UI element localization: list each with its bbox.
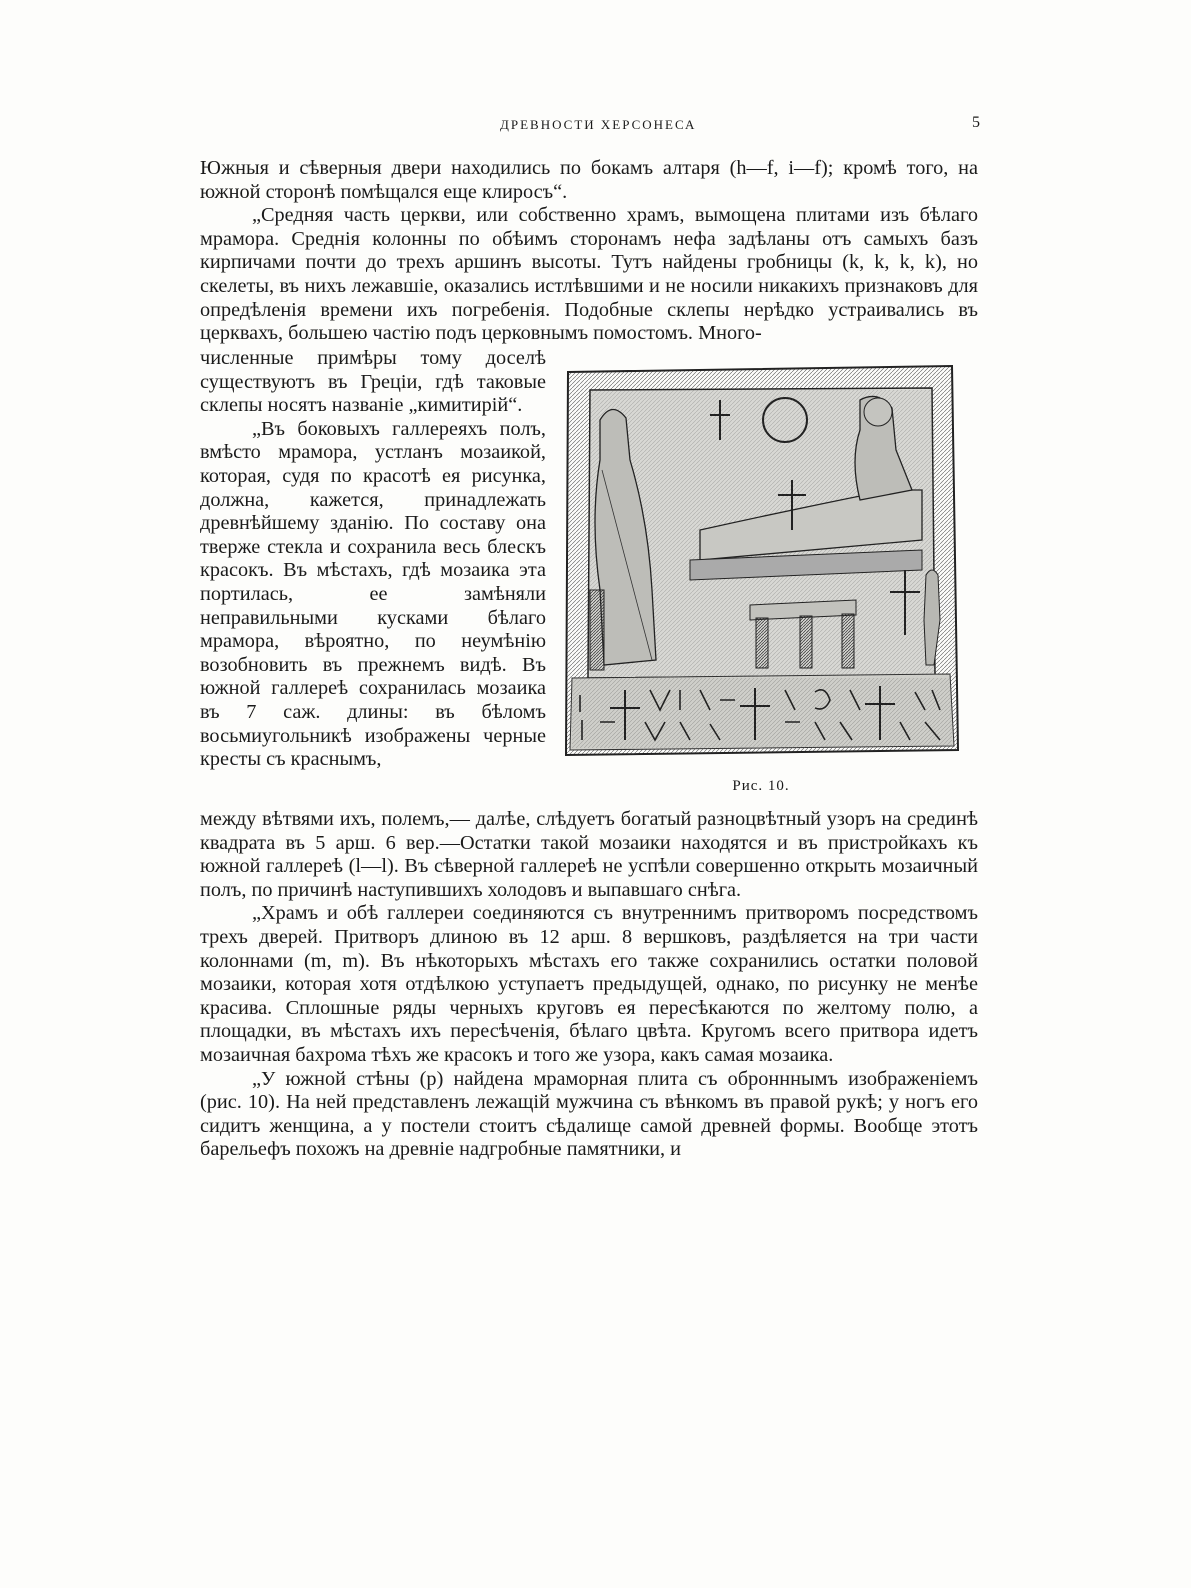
figure-caption: Рис. 10. [732,778,790,794]
paragraph: между вѣтвями ихъ, полемъ,— далѣе, слѣдуетъ богатый разноцвѣтный узоръ на срединѣ квадрата въ 5 арш. 6 вер.—Остатки такой мозаики находятся и въ пристройкахъ къ южной галлереѣ (l—l). Въ сѣверной галлереѣ не успѣли совершенно открыть мозаичный полъ, по причинѣ наступившихъ холодовъ и выпавшаго снѣга. [200,808,978,901]
figure-10 [560,360,962,798]
bas-relief-illustration [560,360,962,760]
paragraph: „Храмъ и обѣ галлереи соединяются съ внутреннимъ притворомъ посредствомъ трехъ дверей. Притворъ длиною въ 12 арш. 8 вершковъ, раздѣляется на три части колоннами (m, m). Въ нѣкоторыхъ мѣстахъ его также сохранились остатки половой мозаики, которая хотя отдѣлкою уступаетъ предыдущей, однако, по рисунку не менѣе красива. Сплошные ряды черныхъ круговъ ея пересѣкаются по желтому полю, а площадки, въ мѣстахъ ихъ пересѣченія, бѣлаго цвѣта. Кругомъ всего притвора идетъ мозаичная бахрома тѣхъ же красокъ и того же узора, какъ самая мозаика. [200,902,978,1066]
paragraph: „У южной стѣны (p) найдена мраморная плита съ обронннымъ изображеніемъ (рис. 10). На ней представленъ лежащій мужчина съ вѣнкомъ въ правой рукѣ; у ногъ его сидитъ женщина, а у постели стоитъ сѣдалище самой древней формы. Вообще этотъ барельефъ похожъ на древніе надгробные памятники, и [200,1067,978,1161]
page-number: 5 [972,114,980,131]
paragraph-continuation: численные примѣры тому доселѣ существуютъ въ Греціи, гдѣ таковые склепы носятъ названіе „кимитирій“. [200,347,546,417]
paragraph: „Средняя часть церкви, или собственно храмъ, вымощена плитами изъ бѣлаго мрамора. Среднія колонны по обѣимъ сторонамъ нефа задѣланы отъ самыхъ базъ кирпичами почти до трехъ аршинъ высоты. Тутъ найдены гробницы (k, k, k, k), но скелеты, въ нихъ лежавшіе, оказались истлѣвшими и не носили никакихъ признаковъ для опредѣленія времени ихъ погребенія. Подобные склепы нерѣдко устраивались въ церквахъ, большею частію подъ церковнымъ помостомъ. Много- [200,204,978,345]
paragraph: „Въ боковыхъ галлереяхъ полъ, вмѣсто мрамора, устланъ мозаикой, которая, судя по красотѣ ея рисунка, должна, кажется, принадлежать древнѣйшему зданію. По составу она тверже стекла и сохранила весь блескъ красокъ. Въ мѣстахъ, гдѣ мозаика эта портилась, ее замѣняли неправильными кусками бѣлаго мрамора, вѣроятно, по неумѣнію возобновить въ прежнемъ видѣ. Въ южной галлереѣ сохранилась мозаика въ 7 саж. длины: въ бѣломъ восьмиугольникѣ изображены черные кресты съ краснымъ, [200,417,546,771]
paragraph: Южныя и сѣверныя двери находились по бокамъ алтаря (h—f, i—f); кромѣ того, на южной сторонѣ помѣщался еще клиросъ“. [200,157,978,203]
text-block-top [200,157,978,346]
running-title: ДРЕВНОСТИ ХЕРСОНЕСА [500,117,697,132]
text-block-bottom [200,808,978,1162]
